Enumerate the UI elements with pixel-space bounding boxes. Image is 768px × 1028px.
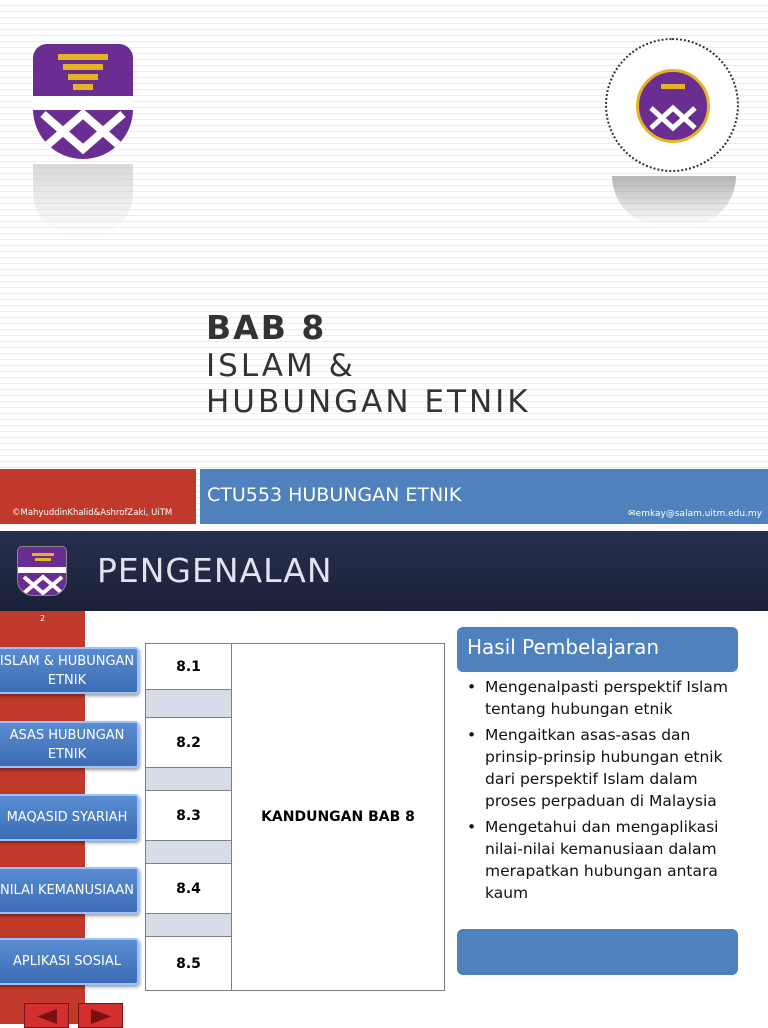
list-item: • Mengetahui dan mengaplikasi nilai-nilai kemanusiaan dalam merapatkan hubungan antara kaum [465, 816, 750, 904]
chapter-label: BAB 8 [206, 308, 327, 347]
table-row: 8.5 [176, 955, 201, 972]
learning-outcomes-list [465, 676, 750, 908]
table-row: 8.3 [146, 791, 231, 841]
prev-button[interactable] [24, 1003, 69, 1028]
slide-title [206, 308, 531, 420]
list-item: • Mengenalpasti perspektif Islam tentang hubungan etnik [465, 676, 750, 720]
table-content-cell: KANDUNGAN BAB 8 [231, 644, 444, 990]
list-item: • Mengaitkan asas-asas dan prinsip-prinsip hubungan etnik dari perspektif Islam dalam proses perpaduan di Malaysia [465, 724, 750, 812]
content-slide [0, 531, 768, 1024]
table-row: 8.2 [146, 718, 231, 768]
arrow-left-icon [37, 1009, 57, 1024]
envelope-icon: ✉ [628, 509, 636, 519]
table-gap-row [146, 768, 231, 791]
email-text: ✉emkay@salam.uitm.edu.my [628, 509, 762, 519]
copyright-bar [0, 469, 196, 524]
table-row: 8.4 [146, 864, 231, 914]
title-line-3: HUBUNGAN ETNIK [206, 384, 531, 420]
nav-button-nilai[interactable]: NILAI KEMANUSIAAN [0, 867, 139, 914]
learning-outcomes-title: Hasil Pembelajaran [457, 627, 738, 672]
course-title: CTU553 HUBUNGAN ETNIK [207, 484, 462, 506]
nav-button-aplikasi[interactable]: APLIKASI SOSIAL [0, 938, 139, 985]
copyright-text: ©MahyuddinKhalid&AshrofZaki, UiTM [12, 508, 173, 518]
table-gap-row [146, 841, 231, 864]
uitm-logo-icon [33, 44, 133, 159]
uitm-small-logo-icon [17, 546, 67, 596]
table-row: 8.1 [146, 644, 231, 690]
nav-button-islam[interactable]: ISLAM & HUBUNGAN ETNIK [0, 647, 139, 694]
nav-button-asas[interactable]: ASAS HUBUNGAN ETNIK [0, 721, 139, 768]
table-gap-row [146, 914, 231, 937]
slide-header [0, 531, 768, 611]
section-title: PENGENALAN [97, 551, 333, 590]
page-number: 2 [39, 614, 46, 623]
uitm-islamic-seal-icon [605, 38, 739, 172]
title-line-2: ISLAM & [206, 348, 356, 384]
empty-blue-box [457, 929, 738, 975]
contents-table [145, 643, 445, 991]
course-bar [200, 469, 768, 524]
nav-button-maqasid[interactable]: MAQASID SYARIAH [0, 794, 139, 841]
next-button[interactable] [78, 1003, 123, 1028]
arrow-right-icon [91, 1009, 111, 1024]
table-gap-row [146, 690, 231, 718]
